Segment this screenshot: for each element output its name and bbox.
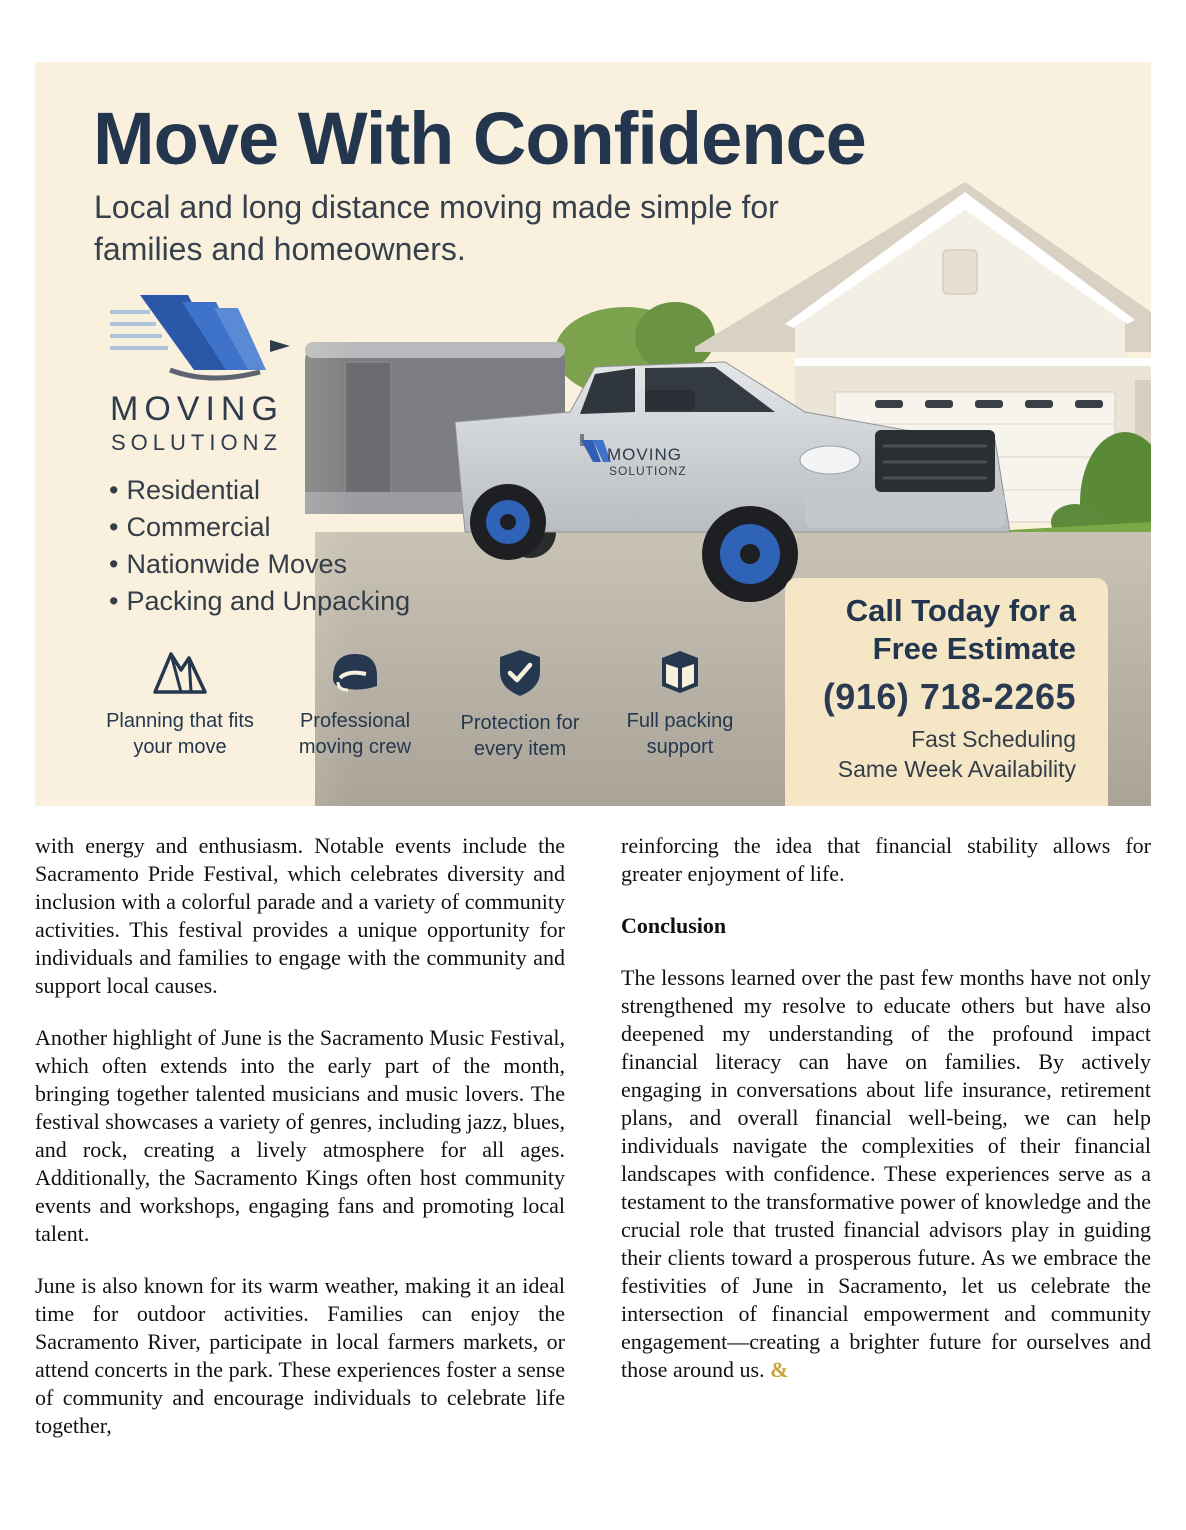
shield-check-icon (497, 648, 543, 698)
feature-protection (435, 648, 605, 762)
cta-note-line: Same Week Availability (837, 756, 1076, 782)
feature-crew (270, 648, 440, 760)
feature-planning (95, 648, 265, 760)
ad-subtitle: Local and long distance moving made simple for families and homeowners. (94, 189, 779, 267)
paragraph: June is also known for its warm weather, making it an ideal time for outdoor activities. Families can enjoy the Sacramento River, participate in local farmers markets, or attend concerts in the park. These experiences foster a sense of community and encourage individuals to celebrate life together, (35, 1273, 565, 1438)
service-item: • Nationwide Moves (109, 546, 410, 583)
logo-swoosh-icon (110, 290, 320, 390)
section-heading: Conclusion (621, 913, 727, 938)
conclusion-text: The lessons learned over the past few months have not only strengthened my resolve to educate others but have also deepened my understanding of the profound impact financial literacy can have on families. By actively engaging in conversations about life insurance, retirement plans, and overall financial well-being, we can help individuals navigate the complexities of their financial landscapes with confidence. These experiences serve as a testament to the transformative power of knowledge and the crucial role that trusted financial advisors play in guiding their clients toward a prosperous future. As we embrace the festivities of June in Sacramento, let us celebrate the intersection of financial empowerment and community engagement—creating a brighter future for ourselves and those around us. (621, 965, 1151, 1382)
feature-packing (595, 648, 765, 760)
feature-text: Full packing support (626, 710, 734, 758)
logo-line2: SOLUTIONZ (111, 430, 282, 455)
service-item: • Commercial (109, 509, 410, 546)
feature-text: Protection for every item (460, 712, 580, 760)
article-column-right (621, 832, 1151, 1408)
paragraph: with energy and enthusiasm. Notable events include the Sacramento Pride Festival, which celebrates diversity and inclusion with a colorful parade and a variety of community activities. This festival provides a unique opportunity for individuals and families to engage with the community and support local causes. (35, 833, 565, 998)
cta-note-line: Fast Scheduling (911, 726, 1076, 752)
cta-headline: Call Today for a Free Estimate (845, 593, 1076, 666)
end-mark: & (770, 1357, 789, 1382)
service-item: • Packing and Unpacking (109, 583, 410, 620)
truck-logo-line2: SOLUTIONZ (609, 464, 687, 478)
truck-logo-line1: MOVING (607, 445, 682, 464)
box-icon (658, 648, 702, 696)
cta-box (785, 578, 1108, 806)
ad-title: Move With Confidence (93, 97, 866, 180)
paragraph (621, 964, 1151, 1384)
map-icon (151, 648, 209, 696)
paragraph: Another highlight of June is the Sacramento Music Festival, which often extends into the early part of the month, bringing together talented musicians and music lovers. The festival showcases a variety of genres, including jazz, blues, and rock, creating a lively atmosphere for all ages. Additionally, the Sacramento Kings often host community events and workshops, engaging fans and promoting local talent. (35, 1025, 565, 1246)
feature-row (95, 648, 815, 768)
paragraph: reinforcing the idea that financial stability allows for greater enjoyment of life. (621, 833, 1151, 886)
services-list (109, 472, 410, 620)
article-column-left (35, 832, 565, 1464)
company-logo (110, 290, 370, 460)
feature-text: Professional moving crew (298, 710, 412, 758)
cta-note (785, 724, 1076, 784)
feature-text: Planning that fits your move (106, 710, 254, 758)
helmet-icon (330, 648, 380, 696)
cta-phone[interactable]: (916) 718-2265 (822, 676, 1076, 717)
tree (635, 302, 715, 372)
logo-line1: MOVING (110, 390, 284, 428)
service-item: • Residential (109, 472, 410, 509)
moving-ad (35, 62, 1151, 806)
